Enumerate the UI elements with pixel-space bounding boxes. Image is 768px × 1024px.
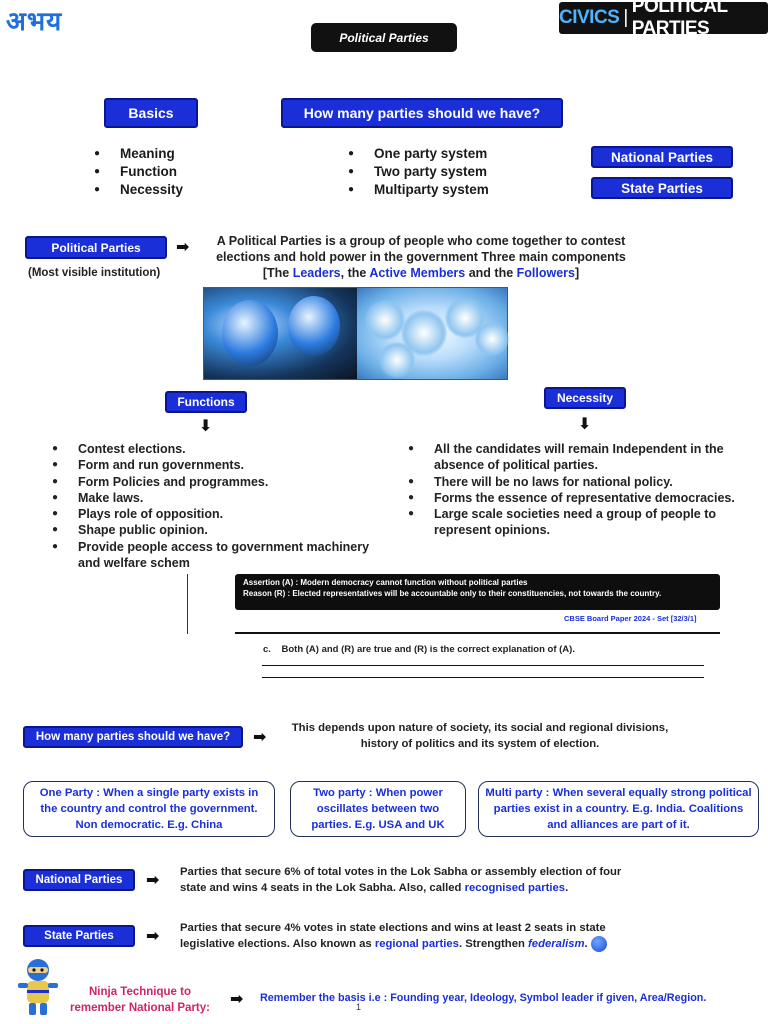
followers-text: Followers [516,266,575,280]
multi-party-box: Multi party : When several equally strong political parties exist in a country. E.g. India. Coalitions and alliances are part of it. [478,781,759,837]
list-item: ● Large scale societies need a group of people to represent opinions. [408,506,743,539]
list-item: ● Two party system [348,163,489,181]
answer-option: c. Both (A) and (R) are true and (R) is the correct explanation of (A). [263,644,575,655]
how-many-parties-button: How many parties should we have? [281,98,563,128]
list-item: ● Form Policies and programmes. [52,474,377,490]
leader-face [288,296,340,356]
recognised-parties-text: recognised parties [464,882,566,894]
list-item: ● All the candidates will remain Independent in the absence of political parties. [408,441,743,474]
list-item: ● Contest elections. [52,441,377,457]
arrow-right-icon: ➡ [253,729,267,746]
list-item: ● Plays role of opposition. [52,506,377,522]
list-item: ● Shape public opinion. [52,522,377,538]
cbse-source: CBSE Board Paper 2024 - Set [32/3/1] [564,614,697,623]
list-item: ● Multiparty system [348,181,489,199]
list-item: ● Meaning [94,145,183,163]
crowd-figure [365,300,405,340]
leaders-crowd-photo [203,287,508,380]
active-members-text: Active Members [369,266,466,280]
definition-line-3: [The Leaders, the Active Members and the Followers] [262,266,580,280]
page-title: Political Parties [311,23,457,52]
how-many-description: This depends upon nature of society, its social and regional divisions, history of politics and its system of election. [291,722,669,750]
arrow-down-icon: ⬇ [199,418,213,435]
how-many-parties-label: How many parties should we have? [23,726,243,748]
page-number: 1 [356,1002,362,1012]
definition-line-1: A Political Parties is a group of people who come together to contest [216,234,626,248]
leaders-photo [204,288,357,379]
political-parties-label: Political Parties [25,236,167,259]
most-visible-institution: (Most visible institution) [28,267,161,279]
state-parties-description: Parties that secure 4% votes in state elections and wins at least 2 seats in state legislative elections. Also known as regional parties. Strengthen federalism. [180,920,740,952]
abhay-logo: अभय [6,7,63,37]
ninja-technique-label: Ninja Technique to remember National Party: [70,986,210,1014]
functions-list [52,441,377,571]
basics-list [94,145,183,199]
crowd-figure [379,342,415,378]
banner-civics-text: CIVICS [559,7,620,28]
state-parties-button: State Parties [591,177,733,199]
necessity-label: Necessity [544,387,626,409]
ninja-mascot-icon [14,957,62,1019]
ninja-tip-text: Remember the basis i.e : Founding year, Ideology, Symbol leader if given, Area/Region. [260,992,707,1004]
list-item: ● Form and run governments. [52,457,377,473]
arrow-right-icon: ➡ [146,872,160,889]
arrow-right-icon: ➡ [176,239,190,256]
crowd-figure [475,322,509,356]
banner-separator: | [623,7,628,28]
list-item: ● Make laws. [52,490,377,506]
national-parties-description: Parties that secure 6% of total votes in the Lok Sabha or assembly election of four state and wins 4 seats in the Lok Sabha. Also, called recognised parties. [180,866,622,894]
arrow-right-icon: ➡ [230,991,244,1008]
state-parties-label: State Parties [23,925,135,947]
functions-label: Functions [165,391,247,413]
federalism-text: federalism [528,938,585,950]
definition-line-2: elections and hold power in the government Three main components [216,250,626,264]
reason-text: Reason (R) : Elected representatives will be accountable only to their constituencies, not towards the country. [243,589,662,598]
definition-text [200,233,642,281]
regional-parties-text: regional parties [374,938,459,950]
banner-topic-text: POLITICAL PARTIES [631,0,728,39]
answer-line [262,677,704,678]
list-item: ● There will be no laws for national policy. [408,474,743,490]
leader-face [222,300,278,366]
question-divider [187,574,188,634]
answer-top-rule [235,632,720,634]
basics-button: Basics [104,98,198,128]
civics-banner [559,0,768,39]
list-item: ● Function [94,163,183,181]
national-parties-label: National Parties [23,869,135,891]
assertion-text: Assertion (A) : Modern democracy cannot function without political parties [243,578,528,587]
list-item: ● Necessity [94,181,183,199]
list-item: ● One party system [348,145,489,163]
necessity-list [408,441,743,539]
assertion-reason-box [235,574,720,610]
one-party-box: One Party : When a single party exists in the country and control the government. Non democratic. E.g. China [23,781,275,837]
party-systems-list [348,145,489,199]
crowd-photo [357,288,507,379]
two-party-box: Two party : When power oscillates between two parties. E.g. USA and UK [290,781,466,837]
thought-bubble-icon [591,936,607,952]
list-item: ● Provide people access to government machinery and welfare schem [52,539,377,572]
arrow-right-icon: ➡ [146,928,160,945]
answer-line [262,665,704,666]
leaders-text: Leaders [292,266,341,280]
arrow-down-icon: ⬇ [578,416,592,433]
national-parties-button: National Parties [591,146,733,168]
list-item: ● Forms the essence of representative democracies. [408,490,743,506]
